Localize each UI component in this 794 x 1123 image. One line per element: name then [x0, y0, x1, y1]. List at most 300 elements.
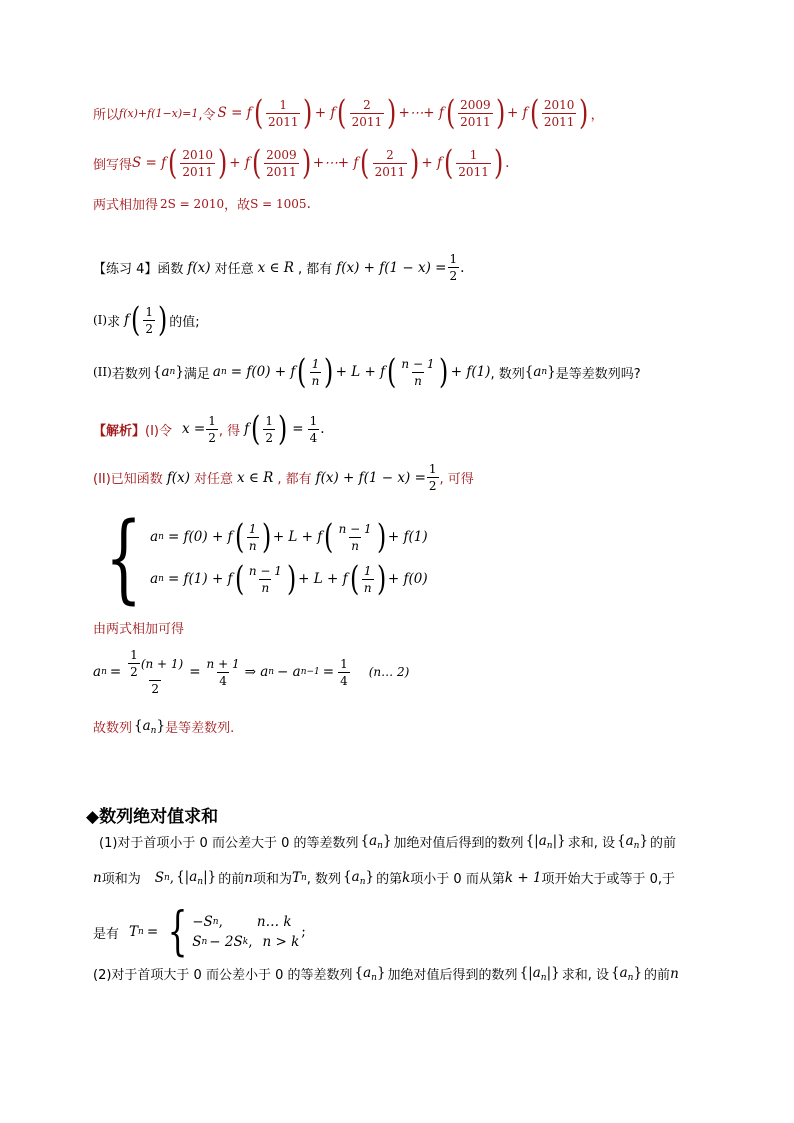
denominator: n	[414, 373, 422, 388]
abs-sequence: $\{|a_n|\}$	[519, 964, 560, 983]
subscript: n	[627, 972, 634, 983]
denominator: 4	[309, 430, 318, 445]
brace: }	[639, 832, 649, 849]
text: 加绝对值后得到的数列	[393, 836, 524, 851]
subscript: n	[633, 840, 640, 851]
fraction	[266, 98, 301, 129]
math: + L + f	[335, 364, 386, 380]
brace: {	[176, 868, 185, 885]
math: + L + f	[272, 529, 323, 545]
math: k	[402, 869, 411, 886]
math: a	[619, 964, 628, 981]
text: ，故	[224, 198, 251, 213]
math: − 2S	[209, 934, 243, 950]
system-row-1	[150, 517, 428, 557]
paren-right: )	[376, 517, 386, 557]
subscript: n	[201, 937, 208, 947]
math: a	[532, 964, 541, 981]
subscript: n−1	[300, 667, 320, 677]
brace: {	[617, 832, 626, 849]
subscript: n	[150, 725, 157, 736]
paren-left: (	[387, 352, 397, 392]
subscript: n	[377, 840, 383, 851]
paren-right: )	[495, 93, 505, 133]
paren-left: (	[337, 93, 347, 133]
math: 2S = 2010	[160, 196, 225, 211]
piecewise-row-2	[192, 934, 299, 950]
text: 项小于 0 而从第	[410, 872, 505, 887]
fraction	[456, 148, 491, 179]
question-tag: (II)	[93, 365, 112, 379]
sequence-an	[355, 965, 386, 983]
text: (II)已知函数	[93, 472, 163, 487]
text: , 可得	[439, 472, 474, 487]
math: (n + 1)	[140, 656, 184, 671]
question-1	[93, 300, 200, 340]
text: .	[306, 195, 311, 212]
text: 的值;	[169, 314, 200, 330]
subscript: n	[540, 972, 547, 983]
text: ,令	[198, 107, 216, 123]
paren-left: (	[529, 93, 539, 133]
numerator: 1	[145, 304, 154, 319]
subscript: k	[242, 937, 249, 947]
section-heading: ◆数列绝对值求和	[86, 807, 219, 827]
equation-system	[93, 502, 428, 614]
text: ，	[590, 107, 604, 123]
compound-fraction	[125, 648, 185, 696]
math: n	[670, 965, 679, 982]
exercise-4-statement	[93, 252, 464, 283]
paren-left: (	[253, 93, 263, 133]
paren-left: (	[251, 409, 261, 449]
system-row-2	[150, 559, 428, 599]
text: 求和, 设	[567, 836, 615, 851]
paren-left: (	[168, 143, 178, 183]
fraction	[458, 98, 493, 129]
math: a	[150, 529, 159, 545]
brace: {	[519, 964, 529, 981]
denominator: 2	[208, 430, 216, 445]
math: + f	[229, 155, 250, 171]
fraction	[310, 357, 322, 388]
math: =	[189, 664, 201, 680]
math: a	[538, 832, 547, 849]
text: 是有	[93, 926, 120, 942]
math: a	[369, 832, 378, 849]
brace: {	[134, 717, 143, 734]
derivation-line-3	[93, 194, 311, 213]
math: n	[93, 869, 102, 886]
paren-left: (	[234, 559, 244, 599]
denominator: 2011	[182, 164, 213, 179]
brace: {	[152, 364, 162, 380]
paren-left: (	[251, 143, 262, 183]
brace: }	[156, 717, 166, 734]
paren-left: (	[445, 93, 456, 133]
math: f(x)	[166, 469, 190, 486]
math: =	[322, 664, 335, 680]
text: 的前	[218, 872, 245, 887]
text: 项和为	[252, 872, 292, 887]
text: 所以	[93, 107, 120, 123]
sequence-an	[343, 869, 374, 887]
math-f-sum: f(x)+f(1−x)=1	[119, 106, 199, 120]
paragraph-2-line-1	[93, 964, 679, 983]
condition: n… k	[256, 914, 292, 930]
denominator: 2	[449, 269, 458, 283]
text: 项开始大于或等于 0,于	[541, 872, 676, 887]
numerator: 2010	[543, 97, 575, 112]
denominator: n	[351, 538, 359, 553]
paren-right: )	[324, 352, 334, 392]
text: .	[460, 259, 465, 276]
paren-right: )	[261, 517, 271, 557]
text: 项和为	[101, 872, 141, 887]
paragraph-1-line-1	[99, 832, 676, 851]
denominator: 2011	[374, 164, 406, 179]
brace: }	[557, 832, 566, 849]
denominator: 2	[130, 665, 138, 679]
text: 倒写得	[93, 157, 133, 173]
math: f(x) + f(1 − x) =	[336, 259, 447, 276]
left-brace: {	[167, 902, 188, 962]
comma: ,	[248, 934, 253, 950]
math: ⇒ a	[244, 664, 269, 680]
fraction	[263, 414, 275, 445]
subscript: n	[158, 532, 164, 542]
math: f(x)	[187, 259, 211, 276]
text: ;	[301, 924, 306, 940]
denominator: 4	[340, 673, 348, 688]
math: = f(0) + f	[167, 529, 233, 545]
math: +⋯+ f	[398, 105, 444, 121]
sequence-an	[134, 718, 165, 736]
math: a	[189, 868, 198, 885]
math: T	[291, 869, 301, 886]
fraction	[247, 522, 259, 553]
solution-conclusion	[93, 717, 234, 736]
subscript: n	[158, 574, 164, 584]
text: 的前	[650, 836, 677, 851]
brace: {	[343, 868, 352, 885]
subscript: n	[212, 917, 219, 927]
text: 是等差数列吗?	[555, 366, 641, 382]
text: , 都有	[277, 472, 312, 487]
numerator: 2009	[460, 97, 491, 112]
math: a	[142, 717, 151, 734]
paren-right: )	[303, 93, 313, 133]
numerator: 2010	[182, 147, 213, 162]
text: 函数	[157, 262, 184, 277]
fraction	[337, 522, 374, 553]
text: 故数列	[93, 721, 133, 736]
denominator: 2011	[458, 164, 489, 179]
math: + L + f	[298, 571, 348, 587]
denominator: 2011	[267, 114, 299, 129]
math: a	[625, 832, 634, 849]
text: 满足	[183, 366, 210, 382]
math: n	[244, 869, 253, 886]
text: , 数列	[306, 872, 342, 887]
text: 求和, 设	[561, 968, 609, 983]
subscript: n	[138, 927, 144, 937]
denominator: n	[261, 580, 270, 595]
an-formula	[93, 648, 409, 696]
abs-sequence: $\{|a_n|\}$	[176, 868, 217, 887]
numerator: n − 1	[248, 563, 282, 578]
brace: }	[376, 964, 386, 981]
denominator: n	[248, 538, 257, 553]
text: (2)对于首项大于 0 而公差小于 0 的等差数列	[93, 968, 353, 983]
paren-left: (	[297, 352, 307, 392]
subscript: n	[197, 876, 204, 887]
sequence-an	[611, 965, 642, 983]
brace: }	[547, 364, 556, 380]
fraction	[205, 657, 242, 688]
comma: ,	[218, 914, 223, 930]
text: 是等差数列.	[165, 721, 235, 736]
math: x =	[182, 421, 206, 437]
numerator: 2	[386, 147, 394, 162]
paren-right: )	[410, 143, 420, 183]
subscript: n	[359, 876, 366, 887]
fraction	[542, 98, 577, 129]
math: T	[129, 924, 139, 940]
math: S	[154, 869, 164, 886]
compound-numerator	[125, 648, 185, 680]
math: + f(0)	[387, 571, 428, 587]
paren-left: (	[349, 559, 359, 599]
brace: }	[633, 964, 643, 981]
math: + f	[314, 105, 336, 121]
numerator: 1	[208, 413, 216, 428]
text: .	[320, 421, 325, 437]
left-brace: {	[105, 502, 142, 614]
paren-left: (	[234, 517, 244, 557]
subscript: n	[300, 872, 307, 883]
brace: }	[551, 964, 560, 981]
math: S = 1005	[250, 196, 307, 211]
math: + f(1)	[450, 364, 491, 380]
fraction	[373, 148, 408, 179]
subscript: n	[101, 667, 107, 677]
math: =	[146, 924, 159, 940]
fraction	[350, 98, 385, 129]
brace: {	[525, 832, 535, 849]
denominator: n	[363, 580, 372, 595]
fraction	[338, 657, 350, 688]
text: 求	[107, 314, 121, 330]
numerator: 1	[363, 563, 372, 578]
fraction	[264, 148, 299, 179]
text: , 得	[218, 423, 241, 439]
denominator: 2	[428, 479, 437, 493]
fraction	[308, 414, 320, 445]
numerator: n − 1	[401, 356, 435, 371]
paragraph-1-line-2	[93, 868, 675, 887]
math: a	[93, 664, 102, 680]
denominator: 2011	[266, 164, 297, 179]
math: f	[124, 312, 130, 328]
paren-right: )	[217, 143, 228, 183]
numerator: 1	[130, 648, 138, 662]
solution-part-2	[93, 462, 474, 493]
numerator: 1	[265, 413, 274, 428]
math: + f	[421, 155, 443, 171]
math: + f	[506, 105, 528, 121]
subscript: n	[541, 367, 548, 377]
denominator: 2011	[460, 114, 491, 129]
brace: {	[524, 364, 534, 380]
brace: }	[382, 832, 392, 849]
text: 的第	[376, 872, 403, 887]
condition: (n… 2)	[368, 665, 410, 679]
brace: }	[365, 868, 375, 885]
denominator: 2	[145, 321, 154, 336]
numerator: 2009	[266, 147, 297, 162]
math: a	[533, 364, 542, 380]
numerator: 1	[428, 462, 437, 476]
denominator: 2011	[543, 114, 575, 129]
math: a	[150, 571, 159, 587]
numerator: n + 1	[206, 656, 240, 671]
brace: {	[360, 832, 370, 849]
math: S	[192, 934, 202, 950]
derivation-line-2	[93, 143, 510, 183]
math: x ∈ R	[257, 259, 294, 276]
brace: {	[611, 964, 620, 981]
numerator: 1	[449, 252, 458, 266]
piecewise	[192, 914, 299, 950]
question-tag: (I)	[93, 313, 108, 327]
math: =	[292, 421, 304, 437]
question-2	[93, 352, 641, 392]
math: + f(1)	[387, 529, 428, 545]
paren-left: (	[131, 300, 141, 340]
text: ,	[169, 869, 175, 886]
fraction	[448, 252, 460, 283]
text: 若数列	[111, 366, 151, 382]
math: = f(0) + f	[230, 364, 296, 380]
fraction	[427, 462, 439, 493]
text: .	[505, 155, 510, 171]
text: 对任意	[193, 472, 233, 487]
derivation-line-1	[93, 93, 604, 133]
numerator: 1	[248, 521, 257, 536]
math: S = f	[132, 155, 167, 171]
numerator: 1	[311, 356, 320, 371]
condition: n > k	[262, 934, 300, 950]
numerator: n − 1	[338, 521, 372, 536]
fraction	[143, 305, 155, 336]
brace: }	[207, 868, 217, 885]
paren-right: )	[493, 143, 504, 183]
subscript: n	[371, 972, 377, 983]
text: (1)对于首项小于 0 而公差大于 0 的等差数列	[99, 836, 359, 851]
fraction	[362, 564, 374, 595]
solution-label: 【解析】	[93, 423, 146, 439]
exercise-label: 【练习 4】	[93, 262, 158, 277]
text: , 数列	[490, 366, 525, 382]
abs-sequence: $\{|a_n|\}$	[525, 832, 566, 851]
text: 两式相加得	[93, 198, 159, 213]
denominator: 2	[265, 430, 274, 445]
numerator: 1	[309, 413, 318, 428]
subscript: n	[169, 367, 176, 377]
brace: }	[175, 364, 184, 380]
math: −S	[192, 914, 213, 930]
paren-right: )	[286, 559, 297, 599]
denominator: 4	[219, 673, 227, 688]
numerator: 2	[363, 97, 371, 112]
numerator: 1	[469, 147, 478, 162]
denominator: 2	[151, 682, 160, 696]
denominator: n	[311, 373, 320, 388]
text: , 都有	[297, 262, 333, 277]
math: x ∈ R	[236, 469, 274, 486]
paren-right: )	[278, 409, 288, 449]
text: 的前	[644, 968, 671, 983]
solution-part-1	[93, 409, 325, 449]
sequence-an	[361, 833, 392, 851]
text: 由两式相加可得	[93, 622, 185, 637]
math: a	[363, 964, 372, 981]
subscript: n	[546, 840, 553, 851]
math: a	[351, 868, 360, 885]
numerator: 1	[340, 656, 348, 671]
paren-right: )	[158, 300, 168, 340]
denominator: 2011	[351, 114, 383, 129]
brace: {	[354, 964, 364, 981]
paren-right: )	[387, 93, 397, 133]
fraction	[128, 648, 140, 679]
math: =	[109, 664, 122, 680]
math: f(x) + f(1 − x) =	[315, 469, 426, 486]
text: (I)令	[145, 423, 172, 439]
paren-right: )	[579, 93, 589, 133]
paren-left: (	[360, 143, 370, 183]
paragraph-1-line-3	[93, 902, 306, 962]
math: a	[212, 364, 221, 380]
text: 对任意	[214, 262, 254, 277]
piecewise-row-1	[192, 914, 299, 930]
math: f	[244, 421, 250, 437]
math: − a	[277, 664, 301, 680]
math: = f(1) + f	[167, 571, 233, 587]
subscript: n	[163, 872, 170, 883]
solution-step-add	[93, 618, 184, 637]
fraction	[206, 414, 218, 445]
math: k + 1	[504, 869, 542, 886]
sequence-an	[617, 833, 648, 851]
math: +⋯+ f	[312, 155, 359, 171]
fraction	[180, 148, 215, 179]
paren-right: )	[301, 143, 311, 183]
paren-right: )	[439, 352, 449, 392]
math: S = f	[217, 105, 252, 121]
subscript: n	[268, 667, 275, 677]
paren-right: )	[376, 559, 386, 599]
text: 加绝对值后得到的数列	[387, 968, 518, 983]
math: a	[161, 364, 170, 380]
subscript: n	[220, 367, 227, 377]
numerator: 1	[279, 97, 288, 112]
fraction	[247, 564, 284, 595]
paren-left: (	[324, 517, 334, 557]
fraction	[399, 357, 436, 388]
paren-left: (	[444, 143, 454, 183]
